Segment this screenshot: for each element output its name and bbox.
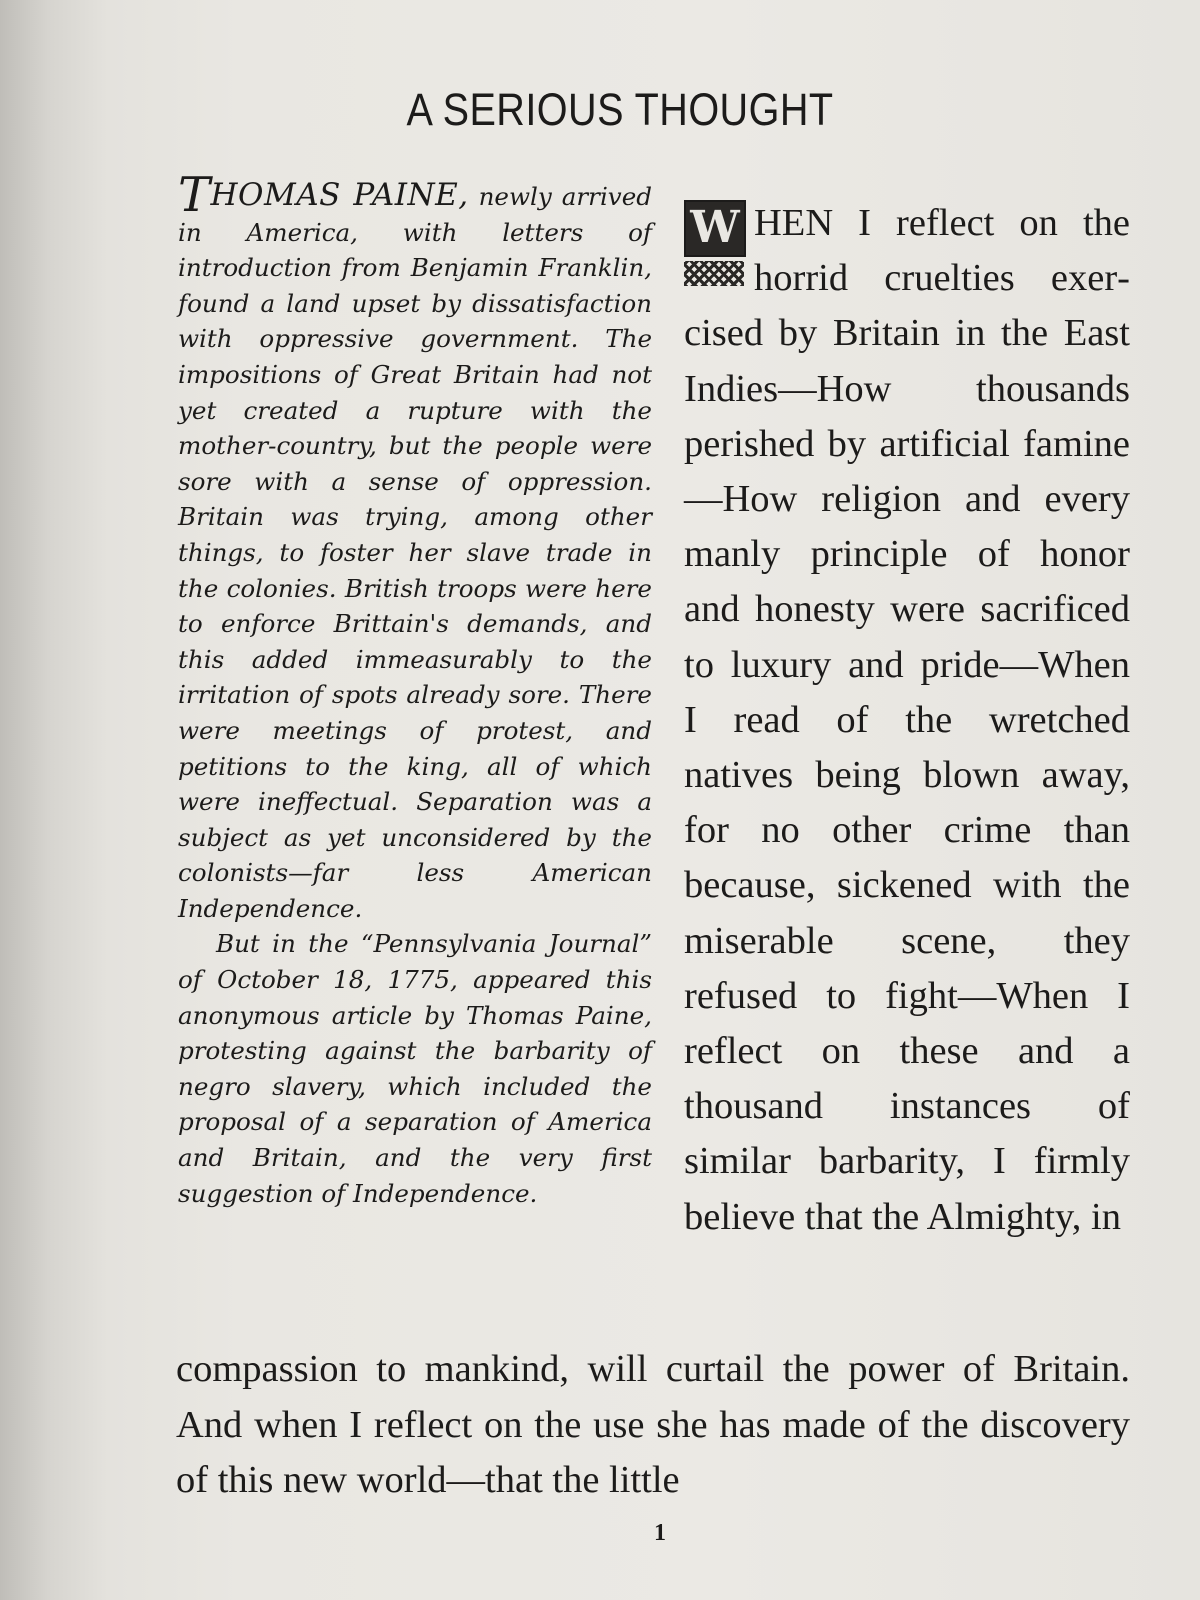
dropcap-ornament [684,261,744,286]
essay-continuation-text: compassion to mankind, will curtail the power of Britain. And when I reflect on the use she has made of the discovery of this new world—that the little [176,1348,1130,1502]
introduction-paragraph-1-text: newly arrived in America, with letters of introduction from Benjamin Franklin, found a land upset by dissatisfaction with oppressive government. The impositions of Great Britain had not yet created a rupture with the mother-country, but the people were sore with a sense of oppression. Britain was trying, among other things, to foster her slave trade in the colonies. British troops were here to enforce Brittain's demands, and this added immeasurably to the irritation of spots already sore. There were meetings of protest, and petitions to the king, all of which were ineffectual. Separation was a subject as yet unconsidered by the colonists—far less American Independence. [178,182,652,923]
lead-caps: HOMAS PAINE, [210,177,469,213]
lead-name [178,167,469,223]
ornamental-dropcap [684,200,744,286]
lead-initial: T [178,167,211,223]
introduction-text [178,167,652,1211]
page-title: A SERIOUS THOUGHT [406,84,834,135]
page-number: 1 [654,1520,666,1546]
essay-opening-text: HEN I reflect on the horrid cruelties exercised by Britain in the East Indies—How thousands perished by artificial famine—How religion and every manly principle of honor and honesty were sacrificed to luxury and pride—When I read of the wretched natives being blown away, for no other crime than because, sickened with the miserable scene, they refused to fight—When I reflect on these and a thousand instances of similar barbarity, I firmly believe that the Almighty, in [684,202,1130,1238]
dropcap-letter: W [684,200,746,257]
essay-column [684,196,1130,1245]
introduction-paragraph-1 [178,167,652,926]
introduction-paragraph-2: But in the “Pennsylvania Journal” of October 18, 1775, appeared this anonymous article by Thomas Paine, protesting against the barbarity of negro slavery, which included the proposal of a separation of America and Britain, and the very first suggestion of Independence. [178,929,652,1208]
introduction-column [178,167,652,1211]
